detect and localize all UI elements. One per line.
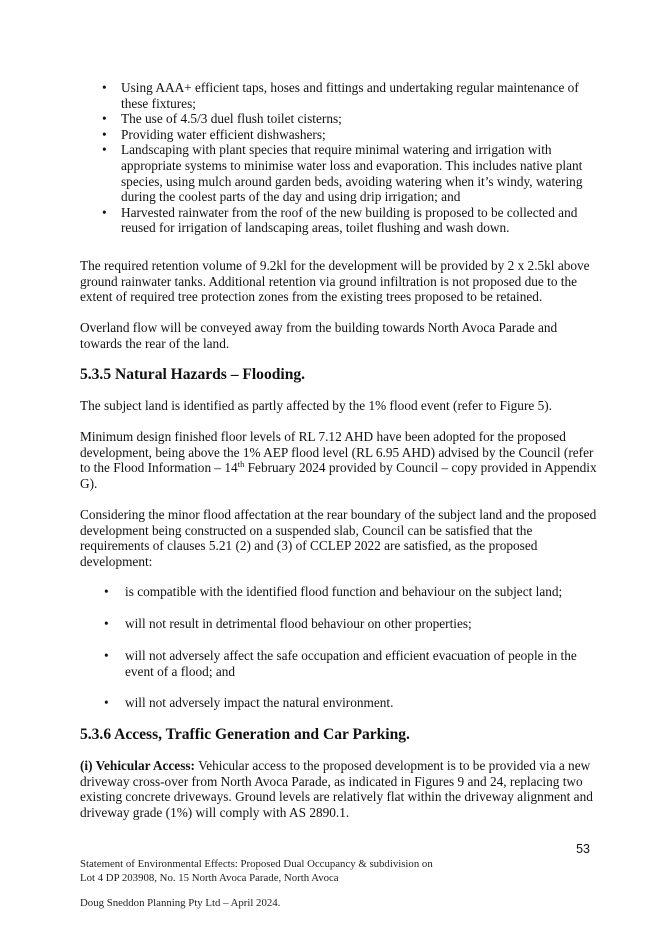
list-item	[80, 616, 600, 632]
flood-event-paragraph: The subject land is identified as partly affected by the 1% flood event (refer to Figure 5).	[80, 398, 553, 413]
vehicular-access-paragraph	[80, 758, 600, 820]
list-item	[80, 80, 600, 111]
overland-flow-paragraph: Overland flow will be conveyed away from the building towards North Avoca Parade and towards the rear of the land.	[80, 320, 558, 351]
bullet-icon: •	[102, 204, 107, 220]
list-item-text: will not adversely impact the natural environment.	[125, 695, 394, 710]
flood-criteria-list	[80, 695, 600, 711]
bullet-icon: •	[104, 584, 109, 599]
list-item	[80, 205, 600, 236]
list-item-text: is compatible with the identified flood function and behaviour on the subject land;	[125, 584, 563, 599]
flood-criteria-list	[80, 584, 600, 600]
bullet-icon: •	[102, 126, 107, 142]
vehicular-access-label: (i) Vehicular Access:	[80, 758, 195, 773]
list-item-text: Landscaping with plant species that require minimal watering and irrigation with appropriate systems to minimise water loss and evaporation. This includes native plant species, using mulch around garden beds, avoiding watering when it’s windy, watering during the coolest parts of the day and using drip irrigation; and	[121, 142, 583, 205]
list-item	[80, 695, 600, 711]
water-efficiency-bullet-list	[80, 80, 600, 236]
footer-line-1: Statement of Environmental Effects: Proposed Dual Occupancy & subdivision on	[80, 858, 433, 870]
footer-line-2: Lot 4 DP 203908, No. 15 North Avoca Parade, North Avoca	[80, 872, 339, 884]
flooding-heading: 5.3.5 Natural Hazards – Flooding.	[80, 366, 306, 383]
considering-paragraph: Considering the minor flood affectation at the rear boundary of the subject land and the proposed development being constructed on a suspended slab, Council can be satisfied that the requirements of clauses 5.21 (2) and (3) of CCLEP 2022 are satisfied, as the proposed development:	[80, 507, 597, 569]
footer-line-3: Doug Sneddon Planning Pty Ltd – April 2024.	[80, 897, 281, 909]
bullet-icon: •	[102, 80, 107, 95]
flood-criteria-list	[80, 616, 600, 632]
floor-levels-paragraph	[80, 429, 600, 491]
list-item	[80, 142, 600, 204]
access-heading: 5.3.6 Access, Traffic Generation and Car Parking.	[80, 726, 410, 743]
list-item	[80, 127, 600, 143]
retention-paragraph: The required retention volume of 9.2kl for the development will be provided by 2 x 2.5kl above ground rainwater tanks. Additional retention via ground infiltration is not proposed due to the extent of required tree protection zones from the existing trees proposed to be retained.	[80, 258, 590, 305]
list-item	[80, 111, 600, 127]
page-number: 53	[576, 842, 590, 856]
bullet-icon: •	[102, 111, 107, 127]
date-superscript: th	[237, 459, 245, 470]
list-item-text: The use of 4.5/3 duel flush toilet cisterns;	[121, 111, 342, 127]
floor-levels-text: Minimum design finished floor levels of RL 7.12 AHD have been adopted for the proposed development, being above the 1% AEP flood level (RL 6.95 AHD) advised by the Council (refer to the Flood Information – 14	[80, 429, 594, 476]
list-item-text: Harvested rainwater from the roof of the new building is proposed to be collected and reused for irrigation of landscaping areas, toilet flushing and wash down.	[121, 204, 578, 236]
floor-levels-text-end: February 2024 provided by Council – copy provided in Appendix G).	[80, 460, 597, 491]
bullet-icon: •	[102, 142, 107, 158]
list-item-text: will not adversely affect the safe occupation and efficient evacuation of people in the event of a flood; and	[125, 648, 577, 679]
vehicular-access-text: Vehicular access to the proposed development is to be provided via a new driveway cross-over from North Avoca Parade, as indicated in Figures 9 and 24, replacing two existing concrete driveways. Ground levels are relatively flat within the driveway alignment and driveway grade (1%) will comply with AS 2890.1.	[80, 758, 593, 820]
bullet-icon: •	[104, 695, 109, 710]
list-item	[80, 648, 600, 679]
list-item-text: Using AAA+ efficient taps, hoses and fittings and undertaking regular maintenance of these fixtures;	[121, 80, 579, 111]
list-item	[80, 584, 600, 600]
list-item-text: Providing water efficient dishwashers;	[121, 126, 326, 142]
bullet-icon: •	[104, 616, 109, 631]
list-item-text: will not result in detrimental flood behaviour on other properties;	[125, 616, 472, 631]
bullet-icon: •	[104, 648, 109, 663]
flood-criteria-list	[80, 648, 600, 679]
